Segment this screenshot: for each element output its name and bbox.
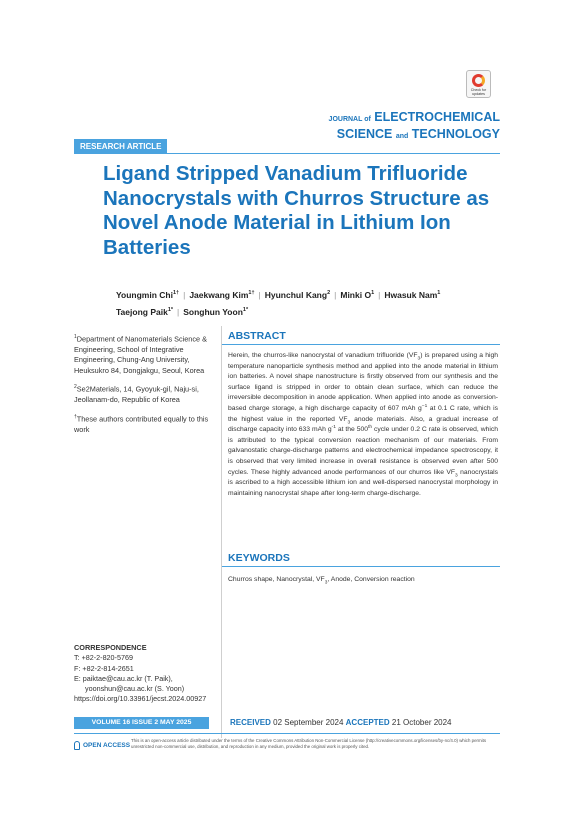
correspondence-heading: CORRESPONDENCE bbox=[74, 643, 147, 652]
author: Hwasuk Nam$^1$ bbox=[384, 289, 441, 300]
paper-title: Ligand Stripped Vanadium Trifluoride Nanocrystals with Churros Structure as Novel Anode Material in Lithium Ion Batteries bbox=[103, 162, 490, 259]
volume-badge: VOLUME 16 ISSUE 2 MAY 2025 bbox=[74, 717, 209, 729]
abstract-rule bbox=[222, 344, 500, 345]
fax: F: +82-2-814-2651 bbox=[74, 663, 134, 673]
author: Minki $O^1$ bbox=[340, 289, 375, 300]
footer-rule bbox=[74, 733, 500, 734]
accepted-date: 21 October 2024 bbox=[391, 718, 452, 727]
author: Youngmin Chi$^{1\dagger}$ bbox=[116, 289, 180, 300]
email-link[interactable]: E: paiktae@cau.ac.kr (T. Paik), bbox=[74, 673, 173, 683]
correspondence bbox=[74, 643, 214, 705]
journal-and: and bbox=[395, 133, 409, 140]
journal-name-science: SCIENCE bbox=[336, 127, 393, 141]
accepted-label: ACCEPTED bbox=[345, 718, 390, 727]
abstract-heading: ABSTRACT bbox=[228, 330, 286, 342]
phone: T: +82-2-820-5769 bbox=[74, 653, 133, 663]
badge-text: Check for updates bbox=[470, 88, 487, 96]
affiliations bbox=[74, 332, 214, 441]
column-divider bbox=[221, 326, 222, 738]
author-list: Youngmin Chi$^{1\dagger}$ | Jaekwang Kim$^{1\dagger}$ | Hyunchul Kang$^2$ | Minki $O^1$ | Hwasuk Nam$^1$ Taejong Paik$^{1*}$ | Songhun Yoon$^{1*}$ bbox=[116, 289, 441, 317]
journal-name-line1: ELECTROCHEMICAL bbox=[374, 110, 500, 124]
open-access-label: OPEN ACCESS bbox=[83, 741, 131, 749]
abstract-text: Herein, the churros-like nanocrystal of vanadium trifluoride $(VF_3)$ is prepared using a high temperature nanoparticle synthesis method and applied into the anode material in lithium ion batteries. A novel shape nanostructure is firstly observed from our synthesis and the surface ligand is stripped in order to obtain clean surface, which can reduce the irreversible decomposition in anode application. When applied into anode as conversion-based charge storage, a high discharge capacity of 607 mAh $g^{-1}$ at 0.1 C rate, which is the highest value in the reported $VF_3$ anode materials. Also, a gradual increase of discharge capacity into 633 mAh $g^{-1}$ at the 500th cycle under 0.2 C rate is observed, which is attributed to the typical conversion reaction mechanism of our materials. From galvanostatic charge-discharge patterns and electrochemical impedance spectroscopy, it is observed that very limited increase in overall resistance is observed even after 500 cycles. These highly advanced anode performances of our churros like $VF_3$ nanocrystals is ascribed to a high accessible lithium ion and well-dispersed nanocrystal morphology in maintaining nanocrystal shape after long-term charge-discharge. bbox=[228, 352, 499, 497]
author: Jaekwang Kim$^{1\dagger}$ bbox=[189, 289, 255, 300]
received-date: 02 September 2024 bbox=[273, 718, 344, 727]
article-dates bbox=[230, 718, 452, 727]
journal-name-technology: TECHNOLOGY bbox=[411, 127, 500, 141]
affiliation: $^1$Department of Nanomaterials Science & Engineering, School of Integrative Engineering, Chung-Ang University, Heuksukro 84, Dongjakgu, Seoul, Korea bbox=[74, 334, 207, 375]
check-for-updates-badge[interactable] bbox=[466, 70, 491, 98]
open-access-logo bbox=[74, 740, 130, 750]
article-type-label: RESEARCH ARTICLE bbox=[74, 139, 167, 154]
author: Songhun Yoon$^{1*}$ bbox=[183, 306, 249, 317]
keywords-text: Churros shape, Nanocrystal, $VF_3$, Anode, Conversion reaction bbox=[228, 576, 415, 586]
crossmark-icon bbox=[472, 74, 485, 87]
journal-prefix: JOURNAL of bbox=[328, 116, 371, 123]
license-text: This is an open-access article distributed under the terms of the Creative Commons Attribution Non-Commercial License (http://creativecommons.org/licenses/by-nc/4.0) which permits unrestricted non-commercial use, distribution, and reproduction in any medium, provided the original work is properly cited. bbox=[131, 738, 487, 750]
keywords-heading: KEYWORDS bbox=[228, 552, 290, 564]
open-lock-icon bbox=[74, 741, 80, 750]
affiliation: $^2$Se2Materials, 14, Gyoyuk-gil, Naju-si, Jeollanam-do, Republic of Korea bbox=[74, 384, 199, 405]
author: Taejong Paik$^{1*}$ bbox=[116, 306, 174, 317]
doi-link[interactable]: https://doi.org/10.33961/jecst.2024.00927 bbox=[74, 694, 207, 704]
received-label: RECEIVED bbox=[230, 718, 271, 727]
email-link[interactable]: yoonshun@cau.ac.kr (S. Yoon) bbox=[85, 684, 185, 694]
author: Hyunchul Kang$^2$ bbox=[264, 289, 331, 300]
keywords-rule bbox=[222, 566, 500, 567]
affiliation: †These authors contributed equally to this work bbox=[74, 413, 209, 434]
